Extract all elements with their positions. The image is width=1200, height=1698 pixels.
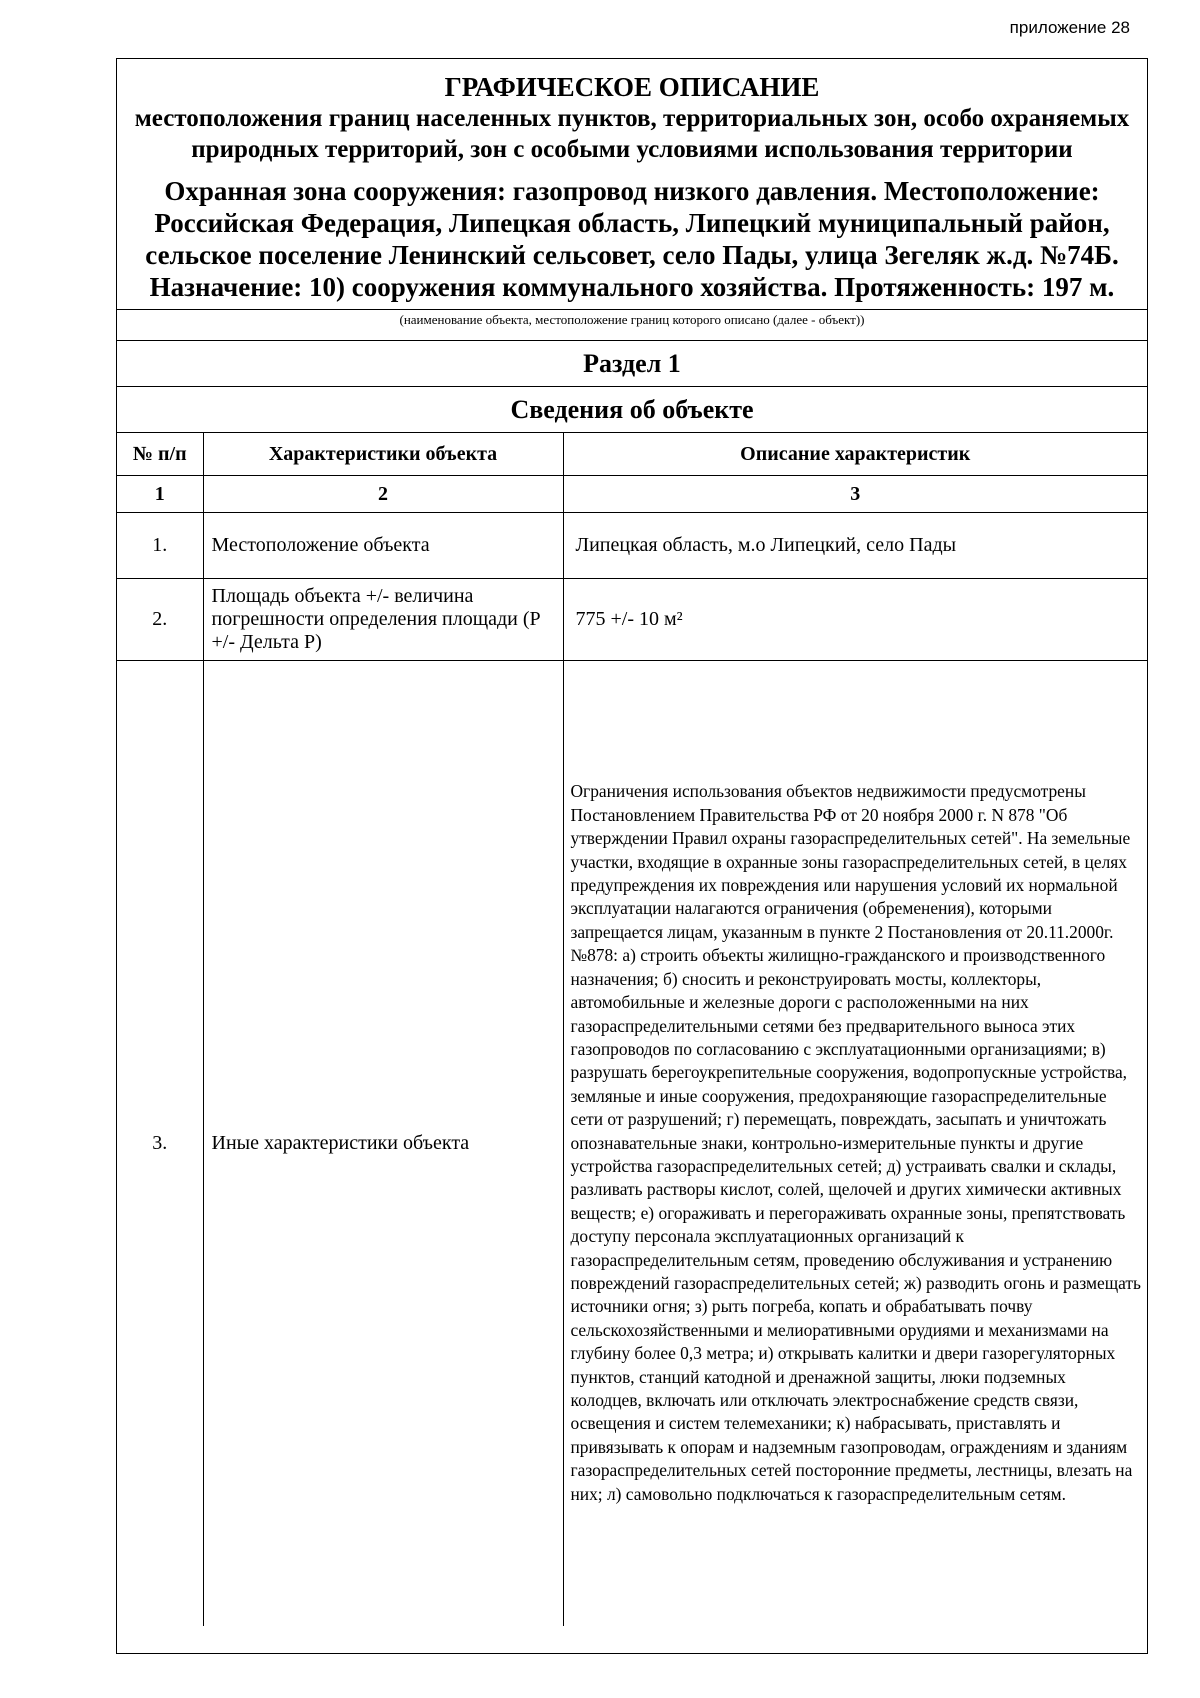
row-number: 3. xyxy=(117,661,203,1626)
row-characteristic: Площадь объекта +/- величина погрешности определения площади (Р +/- Дельта Р) xyxy=(203,579,563,661)
annex-label: приложение 28 xyxy=(1009,18,1130,37)
object-name: Охранная зона сооружения: газопровод низкого давления. Местоположение: Российская Федерация, Липецкая область, Липецкий муниципальный район, сельское поселение Ленинский сельсовет, село Пады, улица Зегеляк ж.д. №74Б. Назначение: 10) сооружения коммунального хозяйства. Протяженность: 197 м. xyxy=(145,176,1119,302)
column-number-row xyxy=(117,476,1147,513)
object-name-caption: (наименование объекта, местоположение границ которого описано (далее - объект)) xyxy=(399,312,865,327)
row-number: 1. xyxy=(117,513,203,579)
table-row xyxy=(117,579,1147,661)
column-number-1: 1 xyxy=(117,476,203,513)
section-subtitle-row xyxy=(117,387,1147,433)
section-subtitle: Сведения об объекте xyxy=(117,387,1147,433)
section-title-row xyxy=(117,341,1147,387)
section-title: Раздел 1 xyxy=(117,341,1147,387)
document-subtitle: местоположения границ населенных пунктов, территориальных зон, особо охраняемых природных территорий, зон с особыми условиями использования территории xyxy=(134,105,1130,163)
object-info-table xyxy=(117,340,1147,1626)
row-description: Ограничения использования объектов недвижимости предусмотрены Постановлением Правительства РФ от 20 ноября 2000 г. N 878 "Об утверждении Правил охраны газораспределительных сетей". На земельные участки, входящие в охранные зоны газораспределительных сетей, в целях предупреждения их повреждения или нарушения условий их нормальной эксплуатации налагаются ограничения (обременения), которыми запрещается лицам, указанным в пункте 2 Постановления от 20.11.2000г. №878: а) строить объекты жилищно-гражданского и производственного назначения; б) сносить и реконструировать мосты, коллекторы, автомобильные и железные дороги с расположенными на них газораспределительными сетями без предварительного выноса этих газопроводов по согласованию с эксплуатационными организациями; в) разрушать берегоукрепительные сооружения, водопропускные устройства, земляные и иные сооружения, предохраняющие газораспределительные сети от разрушений; г) перемещать, повреждать, засыпать и уничтожать опознавательные знаки, контрольно-измерительные пункты и другие устройства газораспределительных сетей; д) устраивать свалки и склады, разливать растворы кислот, солей, щелочей и других химически активных веществ; е) огораживать и перегораживать охранные зоны, препятствовать доступу персонала эксплуатационных организаций к газораспределительным сетям, проведению обслуживания и устранению повреждений газораспределительных сетей; ж) разводить огонь и размещать источники огня; з) рыть погреба, копать и обрабатывать почву сельскохозяйственными и мелиоративными орудиями и механизмами на глубину более 0,3 метра; и) открывать калитки и двери газорегуляторных пунктов, станций катодной и дренажной защиты, люки подземных колодцев, включать или отключать электроснабжение средств связи, освещения и систем телемеханики; к) набрасывать, приставлять и привязывать к опорам и надземным газопроводам, ограждениям и зданиям газораспределительных сетей посторонние предметы, лестницы, влезать на них; л) самовольно подключаться к газораспределительным сетям. xyxy=(563,661,1147,1626)
column-header-description: Описание характеристик xyxy=(563,433,1147,476)
column-number-2: 2 xyxy=(203,476,563,513)
row-description: 775 +/- 10 м² xyxy=(563,579,1147,661)
table-row xyxy=(117,661,1147,1626)
row-number: 2. xyxy=(117,579,203,661)
table-row xyxy=(117,513,1147,579)
column-header-number: № п/п xyxy=(117,433,203,476)
document-header xyxy=(117,59,1147,309)
column-number-3: 3 xyxy=(563,476,1147,513)
table-header-row xyxy=(117,433,1147,476)
document-frame xyxy=(116,58,1148,1654)
document-title: ГРАФИЧЕСКОЕ ОПИСАНИЕ xyxy=(444,72,820,102)
row-characteristic: Местоположение объекта xyxy=(203,513,563,579)
row-description: Липецкая область, м.о Липецкий, село Пады xyxy=(563,513,1147,579)
row-characteristic: Иные характеристики объекта xyxy=(203,661,563,1626)
column-header-characteristics: Характеристики объекта xyxy=(203,433,563,476)
